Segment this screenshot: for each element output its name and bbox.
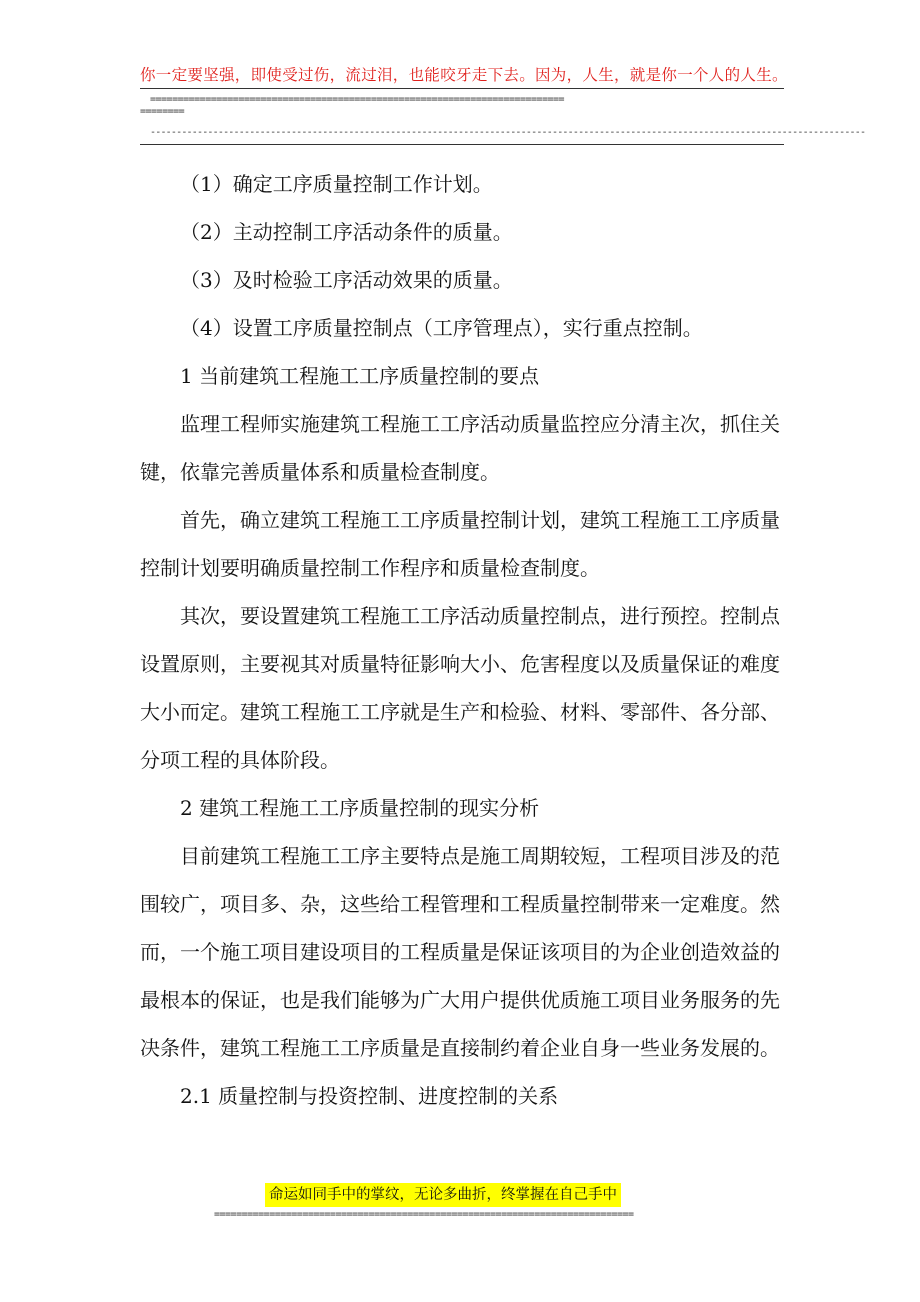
paragraph-step-1: （1）确定工序质量控制工作计划。 bbox=[180, 172, 493, 196]
document-body bbox=[140, 160, 780, 1120]
section-heading-1: 1 当前建筑工程施工工序质量控制的要点 bbox=[180, 364, 540, 388]
header-dash-line: ----------------------------------------------------------------------------------------------------------------------------------------- bbox=[150, 127, 866, 138]
paragraph-step-3: （3）及时检验工序活动效果的质量。 bbox=[180, 268, 513, 292]
paragraph: 监理工程师实施建筑工程施工工序活动质量监控应分清主次，抓住关键，依靠完善质量体系和质量检查制度。 bbox=[140, 412, 780, 484]
header-equals-line-1: =========================================================================== bbox=[150, 94, 565, 105]
header-rule-bottom bbox=[140, 144, 784, 145]
header-rule-top bbox=[140, 88, 784, 89]
paragraph: 目前建筑工程施工工序主要特点是施工周期较短，工程项目涉及的范围较广，项目多、杂，这些给工程管理和工程质量控制带来一定难度。然而，一个施工项目建设项目的工程质量是保证该项目的为企业创造效益的最根本的保证，也是我们能够为广大用户提供优质施工项目业务服务的先决条件，建筑工程施工工序质量是直接制约着企业自身一些业务发展的。 bbox=[140, 844, 780, 1060]
footer-equals-line: ============================================================================ bbox=[214, 1209, 634, 1220]
paragraph: 其次，要设置建筑工程施工工序活动质量控制点，进行预控。控制点设置原则，主要视其对质量特征影响大小、危害程度以及质量保证的难度大小而定。建筑工程施工工序就是生产和检验、材料、零部件、各分部、分项工程的具体阶段。 bbox=[140, 604, 780, 772]
section-heading-2: 2 建筑工程施工工序质量控制的现实分析 bbox=[180, 796, 540, 820]
header-quote: 你一定要坚强，即使受过伤，流过泪，也能咬牙走下去。因为，人生，就是你一个人的人生。 bbox=[140, 66, 788, 84]
footer-quote: 命运如同手中的掌纹，无论多曲折，终掌握在自己手中 bbox=[265, 1183, 621, 1207]
paragraph-step-2: （2）主动控制工序活动条件的质量。 bbox=[180, 220, 513, 244]
header-equals-line-2: ======== bbox=[140, 106, 185, 117]
paragraph: 首先，确立建筑工程施工工序质量控制计划，建筑工程施工工序质量控制计划要明确质量控制工作程序和质量检查制度。 bbox=[140, 508, 780, 580]
section-heading-2-1: 2.1 质量控制与投资控制、进度控制的关系 bbox=[180, 1084, 559, 1108]
paragraph-step-4: （4）设置工序质量控制点（工序管理点），实行重点控制。 bbox=[180, 316, 703, 340]
